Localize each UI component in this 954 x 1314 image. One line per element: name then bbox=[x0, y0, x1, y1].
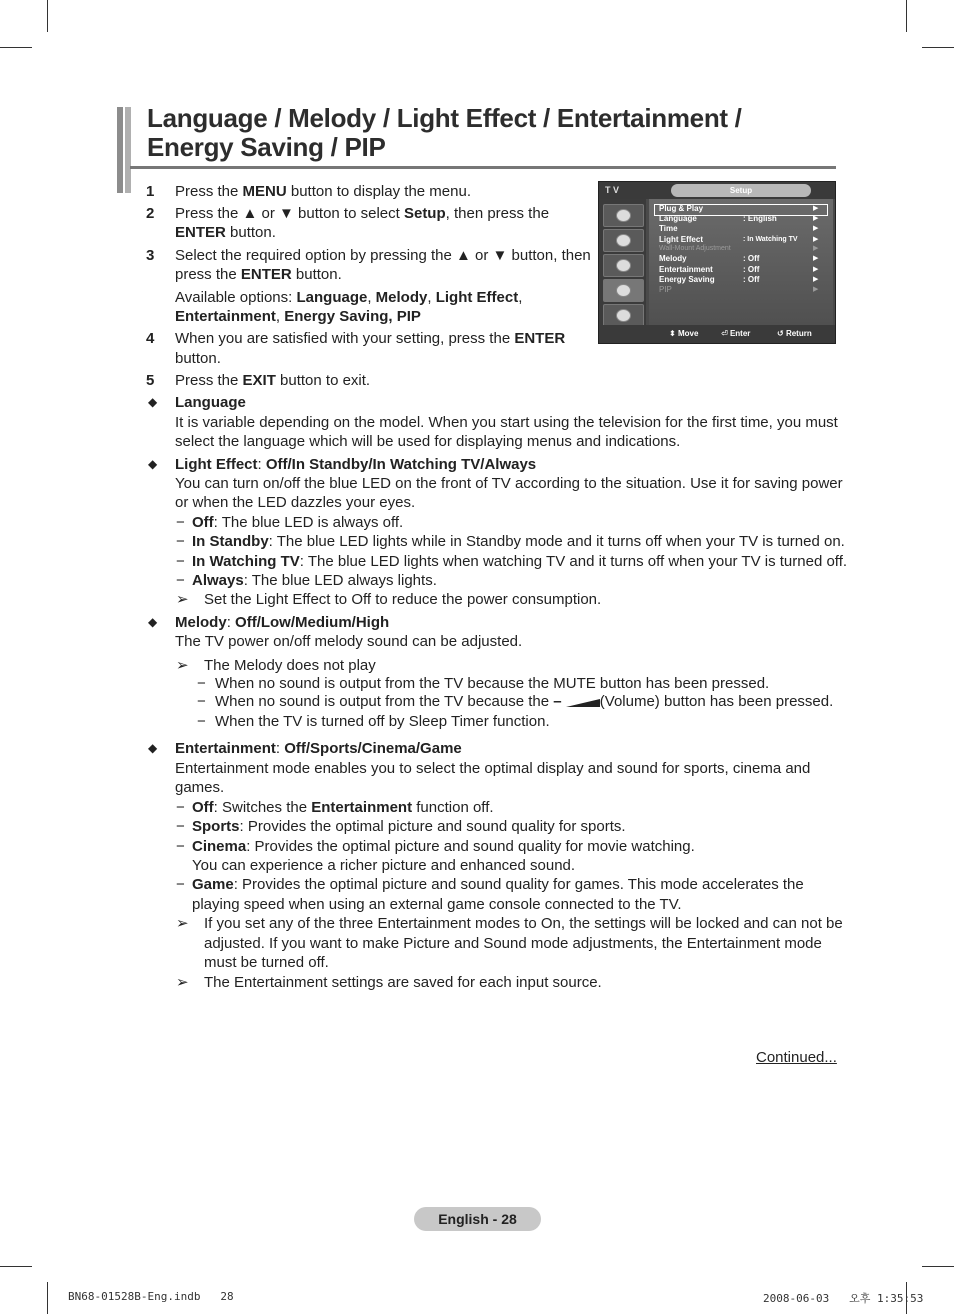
arrow-right-icon: ▶ bbox=[813, 205, 819, 212]
tv-menu-list bbox=[649, 199, 833, 325]
step-number: 4 bbox=[146, 330, 155, 347]
note-arrow-icon: ➢ bbox=[176, 915, 189, 932]
footer-date: 2008-06-03 오후 1:35:53 bbox=[763, 1292, 924, 1305]
note-arrow-icon: ➢ bbox=[176, 657, 189, 674]
step-text: Press the EXIT button to exit. bbox=[175, 372, 371, 389]
note-text: If you set any of the three Entertainment modes to On, the settings will be locked and can not be bbox=[204, 915, 843, 932]
body-text: Entertainment mode enables you to select the optimal display and sound for sports, cinema and bbox=[175, 760, 811, 777]
step-text: Press the MENU button to display the menu. bbox=[175, 183, 471, 200]
tv-menu-item: Light Effect bbox=[659, 235, 703, 244]
arrow-right-icon: ▶ bbox=[813, 245, 819, 252]
dash-bullet: − bbox=[197, 693, 206, 710]
input-icon bbox=[603, 304, 644, 327]
tv-menu-header bbox=[599, 182, 835, 199]
tv-menu-item: Language bbox=[659, 214, 697, 223]
tv-menu-item: Wall-Mount Adjustment bbox=[659, 245, 731, 252]
enter-hint: ⏎ Enter bbox=[721, 329, 751, 338]
body-text: You can experience a richer picture and enhanced sound. bbox=[192, 857, 576, 874]
picture-icon bbox=[603, 204, 644, 227]
channel-icon bbox=[603, 254, 644, 277]
body-text: In Watching TV: The blue LED lights when watching TV and it turns off when your TV is turned off. bbox=[192, 553, 848, 570]
continued-link: Continued... bbox=[756, 1049, 837, 1066]
bullet-diamond-icon: ◆ bbox=[148, 457, 158, 471]
dash-bullet: − bbox=[176, 876, 185, 893]
step-number: 5 bbox=[146, 372, 155, 389]
step-text: Select the required option by pressing the ▲ or ▼ button, then bbox=[175, 247, 591, 264]
arrow-right-icon: ▶ bbox=[813, 215, 819, 222]
body-text: You can turn on/off the blue LED on the front of TV according to the situation. Use it for saving power bbox=[175, 475, 843, 492]
return-icon: ↺ bbox=[777, 329, 784, 338]
body-text: Off: The blue LED is always off. bbox=[192, 514, 404, 531]
dash-bullet: − bbox=[176, 799, 185, 816]
arrow-right-icon: ▶ bbox=[813, 286, 819, 293]
move-hint: ⬍ Move bbox=[669, 329, 699, 338]
note-arrow-icon: ➢ bbox=[176, 974, 189, 991]
body-text: When no sound is output from the TV because the MUTE button has been pressed. bbox=[215, 675, 770, 692]
tv-menu-item: Energy Saving bbox=[659, 275, 715, 284]
tv-menu-value: : English bbox=[743, 214, 777, 223]
body-text: Always: The blue LED always lights. bbox=[192, 572, 437, 589]
title-rule bbox=[130, 166, 836, 169]
crop-mark bbox=[0, 1266, 32, 1267]
body-text: When no sound is output from the TV because the – (Volume) button has been pressed. bbox=[215, 693, 834, 710]
tv-menu-sidebar bbox=[599, 199, 646, 325]
tv-tab: T V bbox=[605, 185, 620, 195]
body-text: Sports: Provides the optimal picture and sound quality for sports. bbox=[192, 818, 626, 835]
dash-bullet: − bbox=[176, 838, 185, 855]
step-text: button. bbox=[175, 350, 221, 367]
tv-menu-value: : Off bbox=[743, 254, 760, 263]
body-text: Cinema: Provides the optimal picture and sound quality for movie watching. bbox=[192, 838, 695, 855]
tv-menu-item: Plug & Play bbox=[659, 204, 704, 213]
body-text: or when the LED dazzles your eyes. bbox=[175, 494, 416, 511]
body-text: Game: Provides the optimal picture and sound quality for games. This mode accelerates the bbox=[192, 876, 804, 893]
bullet-diamond-icon: ◆ bbox=[148, 395, 158, 409]
section-heading: Melody: Off/Low/Medium/High bbox=[175, 614, 390, 631]
title-bar bbox=[125, 107, 131, 193]
body-text: It is variable depending on the model. When you start using the television for the first time, you must bbox=[175, 414, 838, 431]
crop-mark bbox=[906, 0, 907, 32]
crop-mark bbox=[47, 0, 48, 32]
tv-menu-item: Entertainment bbox=[659, 265, 713, 274]
tv-menu-item: Time bbox=[659, 224, 678, 233]
dash-bullet: − bbox=[176, 533, 185, 550]
step-text: Press the ▲ or ▼ button to select Setup, then press the bbox=[175, 205, 550, 222]
step-text: Entertainment, Energy Saving, PIP bbox=[175, 308, 421, 325]
tv-setup-menu bbox=[598, 181, 836, 344]
crop-mark bbox=[47, 1282, 48, 1314]
arrow-right-icon: ▶ bbox=[813, 236, 819, 243]
footer-file: BN68-01528B-Eng.indb 28 bbox=[68, 1290, 234, 1303]
arrow-right-icon: ▶ bbox=[813, 255, 819, 262]
note-text: adjusted. If you want to make Picture and Sound mode adjustments, the Entertainment mode bbox=[204, 935, 822, 952]
enter-icon: ⏎ bbox=[721, 329, 728, 338]
section-heading: Entertainment: Off/Sports/Cinema/Game bbox=[175, 740, 462, 757]
arrow-right-icon: ▶ bbox=[813, 276, 819, 283]
bullet-diamond-icon: ◆ bbox=[148, 615, 158, 629]
volume-wedge-icon bbox=[566, 699, 600, 707]
crop-mark bbox=[0, 47, 32, 48]
tv-menu-title: Setup bbox=[671, 184, 811, 197]
step-number: 3 bbox=[146, 247, 155, 264]
arrow-right-icon: ▶ bbox=[813, 225, 819, 232]
sound-icon bbox=[603, 229, 644, 252]
crop-mark bbox=[922, 1266, 954, 1267]
body-text: select the language which will be used for displaying menus and indications. bbox=[175, 433, 681, 450]
return-hint: ↺ Return bbox=[777, 329, 812, 338]
tv-menu-value: : Off bbox=[743, 275, 760, 284]
tv-menu-item: Melody bbox=[659, 254, 687, 263]
arrow-right-icon: ▶ bbox=[813, 266, 819, 273]
body-text: games. bbox=[175, 779, 225, 796]
note-text: The Entertainment settings are saved for each input source. bbox=[204, 974, 602, 991]
note-text: Set the Light Effect to Off to reduce the power consumption. bbox=[204, 591, 602, 608]
updown-icon: ⬍ bbox=[669, 329, 676, 338]
dash-bullet: − bbox=[176, 553, 185, 570]
note-arrow-icon: ➢ bbox=[176, 591, 189, 608]
step-number: 1 bbox=[146, 183, 155, 200]
title-bar bbox=[117, 107, 123, 193]
tv-menu-footer bbox=[599, 325, 835, 343]
tv-menu-item: PIP bbox=[659, 285, 672, 294]
setup-gear-icon bbox=[603, 279, 644, 302]
dash-bullet: − bbox=[176, 514, 185, 531]
body-text: playing speed when using an external game console connected to the TV. bbox=[192, 896, 682, 913]
page-title: Language / Melody / Light Effect / Entertainment / Energy Saving / PIP bbox=[147, 103, 742, 162]
page-number: English - 28 bbox=[414, 1207, 541, 1231]
dash-bullet: − bbox=[197, 675, 206, 692]
step-number: 2 bbox=[146, 205, 155, 222]
body-text: The TV power on/off melody sound can be adjusted. bbox=[175, 633, 523, 650]
tv-menu-value: : In Watching TV bbox=[743, 236, 798, 243]
dash-bullet: − bbox=[197, 713, 206, 730]
step-text: When you are satisfied with your setting, press the ENTER bbox=[175, 330, 566, 347]
step-text: ENTER button. bbox=[175, 224, 276, 241]
tv-menu-value: : Off bbox=[743, 265, 760, 274]
bullet-diamond-icon: ◆ bbox=[148, 741, 158, 755]
section-heading: Light Effect: Off/In Standby/In Watching TV/Always bbox=[175, 456, 537, 473]
section-heading: Language bbox=[175, 394, 246, 411]
step-text: Available options: Language, Melody, Light Effect, bbox=[175, 289, 523, 306]
note-text: must be turned off. bbox=[204, 954, 329, 971]
body-text: Off: Switches the Entertainment function off. bbox=[192, 799, 494, 816]
step-text: press the ENTER button. bbox=[175, 266, 342, 283]
body-text: In Standby: The blue LED lights while in Standby mode and it turns off when your TV is turned on. bbox=[192, 533, 845, 550]
dash-bullet: − bbox=[176, 818, 185, 835]
dash-bullet: − bbox=[176, 572, 185, 589]
crop-mark bbox=[922, 47, 954, 48]
body-text: When the TV is turned off by Sleep Timer function. bbox=[215, 713, 550, 730]
note-text: The Melody does not play bbox=[204, 657, 376, 674]
